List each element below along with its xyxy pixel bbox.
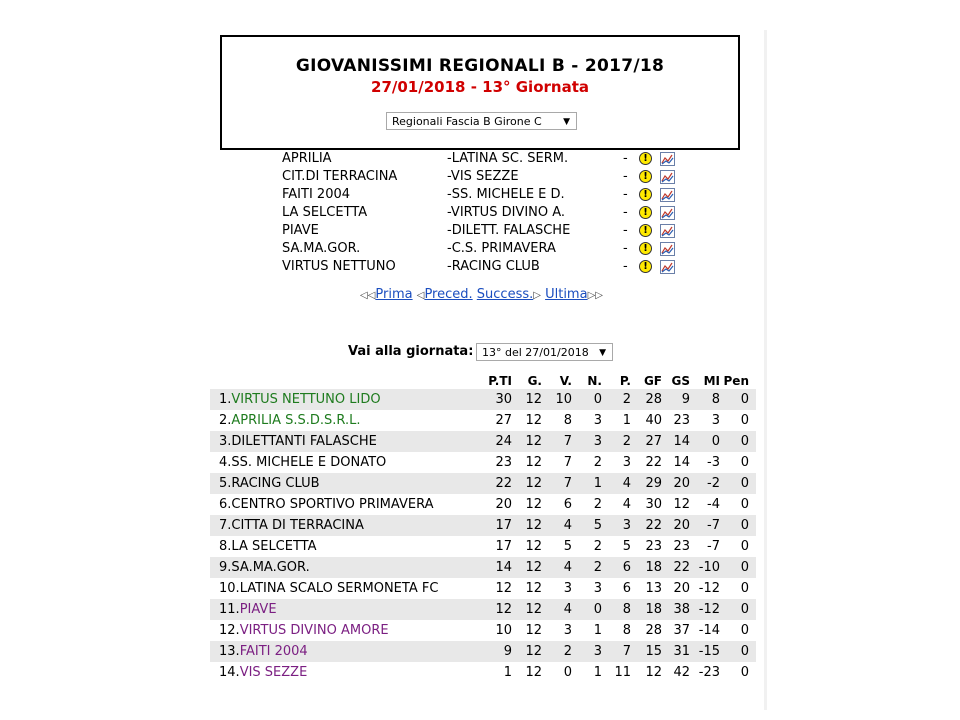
match-score: - — [623, 259, 628, 274]
giornata-label: Vai alla giornata: — [348, 344, 474, 359]
team-name[interactable]: LA SELCETTA — [231, 539, 317, 554]
team-cell — [219, 518, 364, 533]
stat-cell: -14 — [698, 623, 720, 638]
standings-header: N. — [587, 374, 602, 388]
stat-cell: 5 — [622, 539, 631, 554]
table-row — [210, 599, 756, 620]
table-row — [210, 536, 756, 557]
team-cell — [219, 413, 360, 428]
stat-cell: 31 — [673, 644, 690, 659]
stat-cell: 12 — [495, 602, 512, 617]
stat-cell: 12 — [525, 539, 542, 554]
stat-cell: 12 — [645, 665, 662, 680]
warning-icon[interactable]: ! — [639, 206, 652, 219]
table-row — [210, 662, 756, 683]
team-position: 14. — [219, 665, 240, 680]
stat-cell: 14 — [495, 560, 512, 575]
stat-cell: 0 — [740, 476, 749, 491]
stat-cell: 4 — [563, 560, 572, 575]
stat-cell: 5 — [563, 539, 572, 554]
stat-cell: 13 — [645, 581, 662, 596]
standings-header: G. — [527, 374, 542, 388]
stat-cell: 42 — [673, 665, 690, 680]
stat-cell: 6 — [622, 581, 631, 596]
stat-cell: -15 — [698, 644, 720, 659]
table-row — [210, 515, 756, 536]
stat-cell: -10 — [698, 560, 720, 575]
chevron-down-icon: ▼ — [563, 117, 570, 127]
prev-round-link[interactable]: Preced. — [424, 287, 473, 302]
table-row — [210, 494, 756, 515]
match-home-team: APRILIA — [282, 151, 332, 166]
match-away-team: -C.S. PRIMAVERA — [447, 241, 556, 256]
team-cell — [219, 665, 307, 680]
table-row — [210, 410, 756, 431]
match-away-team: -VIRTUS DIVINO A. — [447, 205, 566, 220]
team-name[interactable]: DILETTANTI FALASCHE — [231, 434, 377, 449]
stat-cell: 1 — [593, 623, 602, 638]
match-away-team: -DILETT. FALASCHE — [447, 223, 571, 238]
table-row — [210, 452, 756, 473]
table-row — [210, 473, 756, 494]
stat-cell: 5 — [593, 518, 602, 533]
stat-cell: 14 — [673, 455, 690, 470]
stat-cell: 0 — [740, 455, 749, 470]
table-row — [210, 620, 756, 641]
stat-cell: 10 — [495, 623, 512, 638]
stat-cell: 1 — [503, 665, 512, 680]
team-position: 10. — [219, 581, 240, 596]
chevron-down-icon: ▼ — [599, 348, 606, 358]
stat-cell: 0 — [740, 518, 749, 533]
stat-cell: 12 — [525, 623, 542, 638]
match-row — [282, 258, 702, 276]
stat-cell: 12 — [525, 518, 542, 533]
chart-icon[interactable] — [660, 188, 675, 202]
standings-header: P. — [619, 374, 631, 388]
team-name[interactable]: RACING CLUB — [231, 476, 320, 491]
team-name[interactable]: PIAVE — [239, 602, 277, 617]
stat-cell: 4 — [622, 476, 631, 491]
team-name[interactable]: LATINA SCALO SERMONETA FC — [239, 581, 439, 596]
team-cell — [219, 623, 389, 638]
stat-cell: 9 — [681, 392, 690, 407]
stat-cell: 12 — [525, 476, 542, 491]
team-name[interactable]: CENTRO SPORTIVO PRIMAVERA — [231, 497, 434, 512]
match-row — [282, 222, 702, 240]
team-name[interactable]: VIRTUS NETTUNO LIDO — [231, 392, 381, 407]
stat-cell: 3 — [563, 623, 572, 638]
warning-icon[interactable]: ! — [639, 260, 652, 273]
match-away-team: -LATINA SC. SERM. — [447, 151, 569, 166]
stat-cell: 0 — [740, 644, 749, 659]
girone-select[interactable] — [386, 112, 577, 130]
stat-cell: 3 — [593, 644, 602, 659]
stat-cell: 2 — [593, 539, 602, 554]
team-cell — [219, 392, 381, 407]
stat-cell: 28 — [645, 623, 662, 638]
match-home-team: LA SELCETTA — [282, 205, 368, 220]
stat-cell: -12 — [698, 581, 720, 596]
warning-icon[interactable]: ! — [639, 188, 652, 201]
round-navigation — [360, 287, 603, 302]
stat-cell: 0 — [740, 539, 749, 554]
stat-cell: 4 — [563, 518, 572, 533]
stat-cell: 40 — [645, 413, 662, 428]
team-cell — [219, 560, 310, 575]
stat-cell: 12 — [673, 497, 690, 512]
chart-icon[interactable] — [660, 260, 675, 274]
stat-cell: -7 — [707, 518, 720, 533]
team-name[interactable]: FAITI 2004 — [239, 644, 308, 659]
warning-icon[interactable]: ! — [639, 152, 652, 165]
table-row — [210, 641, 756, 662]
stat-cell: 12 — [495, 581, 512, 596]
stat-cell: -23 — [698, 665, 720, 680]
team-position: 1. — [219, 392, 232, 407]
next-arrow-icon: ▷ — [533, 290, 541, 301]
team-position: 7. — [219, 518, 232, 533]
match-home-team: CIT.DI TERRACINA — [282, 169, 398, 184]
stat-cell: 17 — [495, 539, 512, 554]
stat-cell: 2 — [593, 560, 602, 575]
stat-cell: 22 — [645, 518, 662, 533]
stat-cell: 12 — [525, 434, 542, 449]
stat-cell: 3 — [622, 455, 631, 470]
stat-cell: 12 — [525, 455, 542, 470]
stat-cell: 0 — [563, 665, 572, 680]
chart-icon[interactable] — [660, 152, 675, 166]
team-cell — [219, 455, 386, 470]
stat-cell: 3 — [711, 413, 720, 428]
team-cell — [219, 539, 317, 554]
stat-cell: 15 — [645, 644, 662, 659]
match-score: - — [623, 151, 628, 166]
team-name[interactable]: SA.MA.GOR. — [231, 560, 310, 575]
team-cell — [219, 644, 308, 659]
stat-cell: 12 — [525, 602, 542, 617]
stat-cell: 12 — [525, 665, 542, 680]
match-row — [282, 168, 702, 186]
match-away-team: -VIS SEZZE — [447, 169, 519, 184]
stat-cell: 2 — [593, 497, 602, 512]
stat-cell: 12 — [525, 392, 542, 407]
stat-cell: 3 — [593, 581, 602, 596]
team-position: 5. — [219, 476, 232, 491]
stat-cell: 22 — [673, 560, 690, 575]
stat-cell: 12 — [525, 581, 542, 596]
stat-cell: 20 — [495, 497, 512, 512]
stat-cell: 23 — [645, 539, 662, 554]
team-name[interactable]: SS. MICHELE E DONATO — [231, 455, 387, 470]
stat-cell: 7 — [563, 434, 572, 449]
stat-cell: 2 — [593, 455, 602, 470]
page-right-border — [764, 30, 767, 710]
match-home-team: SA.MA.GOR. — [282, 241, 361, 256]
stat-cell: 2 — [622, 392, 631, 407]
stat-cell: 30 — [645, 497, 662, 512]
stat-cell: 37 — [673, 623, 690, 638]
table-row — [210, 431, 756, 452]
match-home-team: FAITI 2004 — [282, 187, 351, 202]
team-position: 12. — [219, 623, 240, 638]
giornata-select[interactable] — [476, 343, 613, 361]
stat-cell: 2 — [622, 434, 631, 449]
stat-cell: 1 — [622, 413, 631, 428]
stat-cell: 12 — [525, 497, 542, 512]
last-round-link[interactable]: Ultima — [545, 287, 588, 302]
team-cell — [219, 581, 438, 596]
stat-cell: 24 — [495, 434, 512, 449]
match-score: - — [623, 187, 628, 202]
stat-cell: 4 — [563, 602, 572, 617]
stat-cell: 38 — [673, 602, 690, 617]
stat-cell: 8 — [563, 413, 572, 428]
stat-cell: 30 — [495, 392, 512, 407]
stat-cell: 27 — [645, 434, 662, 449]
stat-cell: 0 — [740, 581, 749, 596]
stat-cell: 4 — [622, 497, 631, 512]
stat-cell: 0 — [711, 434, 720, 449]
stat-cell: 23 — [673, 413, 690, 428]
team-position: 3. — [219, 434, 232, 449]
stat-cell: 12 — [525, 644, 542, 659]
stat-cell: 8 — [622, 602, 631, 617]
team-position: 6. — [219, 497, 232, 512]
stat-cell: 0 — [740, 413, 749, 428]
stat-cell: -3 — [707, 455, 720, 470]
match-score: - — [623, 169, 628, 184]
standings-header: GF — [643, 374, 662, 388]
stat-cell: 12 — [525, 560, 542, 575]
stat-cell: 17 — [495, 518, 512, 533]
standings-header: V. — [559, 374, 572, 388]
match-score: - — [623, 205, 628, 220]
stat-cell: -12 — [698, 602, 720, 617]
stat-cell: 0 — [740, 497, 749, 512]
stat-cell: 0 — [593, 392, 602, 407]
stat-cell: 7 — [563, 455, 572, 470]
stat-cell: 1 — [593, 665, 602, 680]
team-position: 2. — [219, 413, 232, 428]
team-cell — [219, 476, 320, 491]
standings-header: GS — [671, 374, 690, 388]
stat-cell: 0 — [740, 434, 749, 449]
stat-cell: 7 — [563, 476, 572, 491]
stat-cell: 7 — [622, 644, 631, 659]
stat-cell: 6 — [622, 560, 631, 575]
warning-icon[interactable]: ! — [639, 224, 652, 237]
table-row — [210, 557, 756, 578]
match-score: - — [623, 223, 628, 238]
match-score: - — [623, 241, 628, 256]
stat-cell: 0 — [740, 560, 749, 575]
chart-icon[interactable] — [660, 170, 675, 184]
stat-cell: 29 — [645, 476, 662, 491]
stat-cell: 20 — [673, 518, 690, 533]
stat-cell: 18 — [645, 560, 662, 575]
stat-cell: 2 — [563, 644, 572, 659]
stat-cell: 20 — [673, 476, 690, 491]
team-name[interactable]: VIRTUS DIVINO AMORE — [239, 623, 389, 638]
team-cell — [219, 497, 433, 512]
match-row — [282, 240, 702, 258]
team-name[interactable]: VIS SEZZE — [239, 665, 308, 680]
giornata-select-value: 13° del 27/01/2018 — [482, 346, 589, 359]
last-arrow-icon: ▷▷ — [587, 290, 603, 301]
stat-cell: 3 — [563, 581, 572, 596]
stat-cell: 1 — [593, 476, 602, 491]
chart-icon[interactable] — [660, 224, 675, 238]
stat-cell: 11 — [614, 665, 631, 680]
next-round-link[interactable]: Success. — [476, 287, 534, 302]
stat-cell: -7 — [707, 539, 720, 554]
stat-cell: 10 — [555, 392, 572, 407]
match-away-team: -SS. MICHELE E D. — [447, 187, 565, 202]
header-box — [220, 35, 740, 150]
stat-cell: 0 — [740, 392, 749, 407]
first-arrow-icon: ◁◁ — [360, 290, 376, 301]
match-row — [282, 186, 702, 204]
stat-cell: 8 — [622, 623, 631, 638]
standings-header: MI — [703, 374, 720, 388]
stat-cell: 18 — [645, 602, 662, 617]
stat-cell: 0 — [740, 602, 749, 617]
team-position: 4. — [219, 455, 232, 470]
team-position: 11. — [219, 602, 240, 617]
chart-icon[interactable] — [660, 242, 675, 256]
stat-cell: 3 — [593, 434, 602, 449]
prev-arrow-icon: ◁ — [416, 290, 425, 301]
table-row — [210, 389, 756, 410]
team-position: 8. — [219, 539, 232, 554]
stat-cell: 6 — [563, 497, 572, 512]
stat-cell: 23 — [673, 539, 690, 554]
stat-cell: 3 — [622, 518, 631, 533]
giornata-subtitle: 27/01/2018 - 13° Giornata — [371, 78, 589, 96]
match-row — [282, 204, 702, 222]
first-round-link[interactable]: Prima — [375, 287, 413, 302]
stat-cell: 14 — [673, 434, 690, 449]
stat-cell: 0 — [740, 623, 749, 638]
stat-cell: 3 — [593, 413, 602, 428]
match-home-team: VIRTUS NETTUNO — [282, 259, 396, 274]
stat-cell: 23 — [495, 455, 512, 470]
stat-cell: 8 — [711, 392, 720, 407]
stat-cell: 12 — [525, 413, 542, 428]
team-position: 13. — [219, 644, 240, 659]
stat-cell: 22 — [495, 476, 512, 491]
page-title: GIOVANISSIMI REGIONALI B - 2017/18 — [295, 56, 665, 76]
match-row — [282, 150, 702, 168]
team-cell — [219, 602, 277, 617]
stat-cell: 9 — [503, 644, 512, 659]
stat-cell: 20 — [673, 581, 690, 596]
team-name[interactable]: APRILIA S.S.D.S.R.L. — [231, 413, 361, 428]
stat-cell: 27 — [495, 413, 512, 428]
table-row — [210, 578, 756, 599]
standings-header: Pen — [723, 374, 749, 388]
team-position: 9. — [219, 560, 232, 575]
stat-cell: 0 — [593, 602, 602, 617]
standings-header: P.TI — [488, 374, 512, 388]
match-away-team: -RACING CLUB — [447, 259, 540, 274]
stat-cell: -4 — [707, 497, 720, 512]
warning-icon[interactable]: ! — [639, 170, 652, 183]
stat-cell: 22 — [645, 455, 662, 470]
stat-cell: -2 — [707, 476, 720, 491]
match-home-team: PIAVE — [282, 223, 319, 238]
warning-icon[interactable]: ! — [639, 242, 652, 255]
girone-select-value: Regionali Fascia B Girone C — [392, 115, 542, 128]
team-cell — [219, 434, 377, 449]
stat-cell: 28 — [645, 392, 662, 407]
chart-icon[interactable] — [660, 206, 675, 220]
team-name[interactable]: CITTA DI TERRACINA — [231, 518, 364, 533]
stat-cell: 0 — [740, 665, 749, 680]
